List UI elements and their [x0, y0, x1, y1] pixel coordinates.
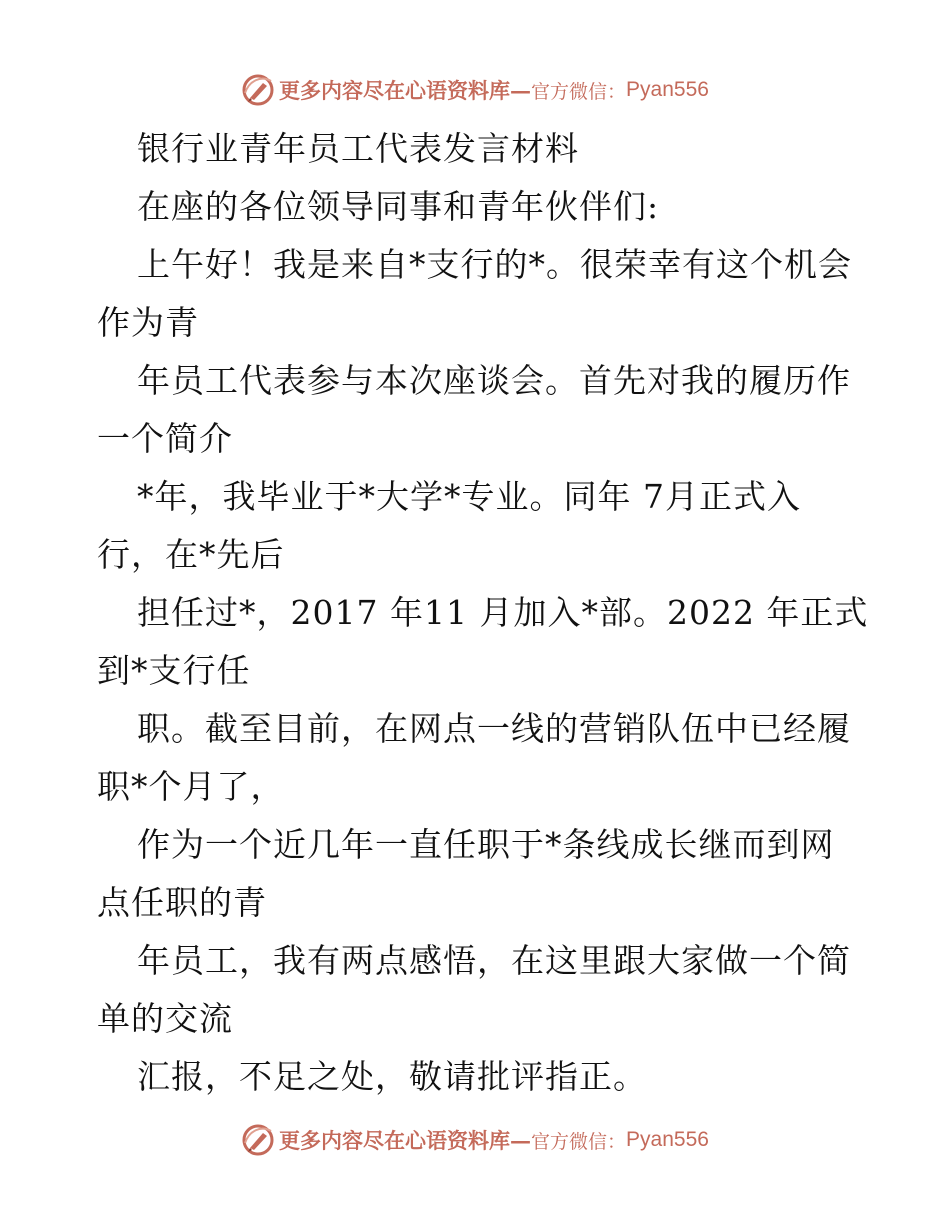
paragraph-line: 一个简介 — [97, 419, 233, 458]
document-body — [97, 120, 869, 1106]
paragraph-line: *年，我毕业于*大学*专业。同年 7月正式入 — [137, 477, 801, 516]
watermark-footer — [0, 1120, 950, 1160]
watermark-header — [0, 70, 950, 110]
pen-logo-icon — [241, 1123, 275, 1157]
watermark-wechat-id: Pyan556 — [626, 78, 709, 101]
paragraph-line: 单的交流 — [97, 999, 233, 1038]
pen-logo-icon — [241, 73, 275, 107]
paragraph-line: 年员工代表参与本次座谈会。首先对我的履历作 — [137, 361, 851, 400]
paragraph-line: 汇报，不足之处，敬请批评指正。 — [137, 1057, 647, 1096]
paragraph-line: 担任过*，2017 年11 月加入*部。2022 年正式 — [137, 593, 869, 632]
paragraph-line: 到*支行任 — [97, 651, 251, 690]
watermark-text: 更多内容尽在心语资料库— — [279, 78, 532, 103]
paragraph-line: 年员工，我有两点感悟，在这里跟大家做一个简 — [137, 941, 851, 980]
paragraph-line: 职*个月了， — [97, 767, 285, 806]
document-title: 银行业青年员工代表发言材料 — [137, 129, 579, 168]
paragraph-line: 职。截至目前，在网点一线的营销队伍中已经履 — [137, 709, 851, 748]
paragraph-line: 行，在*先后 — [97, 535, 285, 574]
paragraph-line: 作为青 — [97, 303, 199, 342]
watermark-wechat-label: 官方微信： — [531, 80, 627, 103]
paragraph-line: 作为一个近几年一直任职于*条线成长继而到网 — [137, 825, 835, 864]
paragraph-line: 在座的各位领导同事和青年伙伴们: — [137, 187, 660, 226]
watermark-text: 更多内容尽在心语资料库— — [279, 1128, 532, 1153]
paragraph-line: 点任职的青 — [97, 883, 267, 922]
watermark-wechat-id: Pyan556 — [626, 1128, 709, 1151]
watermark-wechat-label: 官方微信： — [531, 1130, 627, 1153]
paragraph-line: 上午好！我是来自*支行的*。很荣幸有这个机会 — [137, 245, 852, 284]
